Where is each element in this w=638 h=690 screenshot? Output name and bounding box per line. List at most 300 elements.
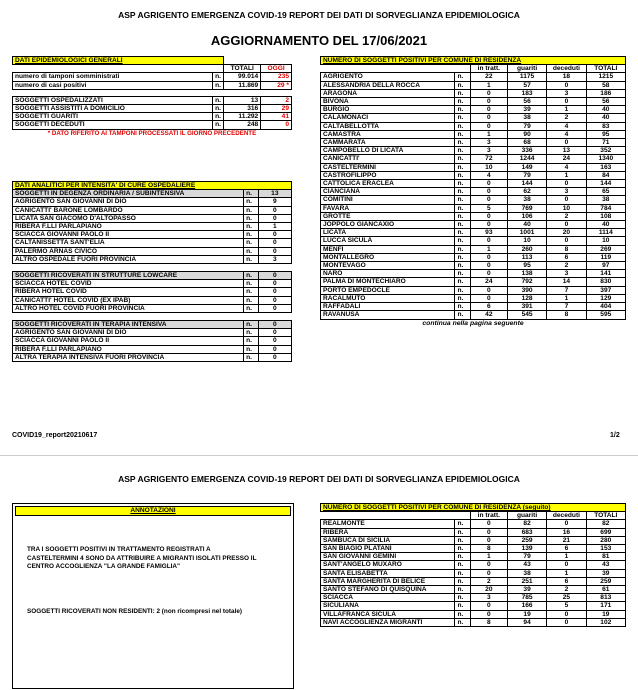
row-unit: n. (455, 594, 470, 602)
deceduti: 3 (547, 89, 586, 97)
row-unit: n. (455, 147, 470, 155)
in-tratt: 1 (470, 81, 507, 89)
totali: 108 (586, 212, 625, 220)
comune-name: REALMONTE (321, 520, 455, 528)
comune-row (321, 569, 626, 577)
comune-row (321, 147, 626, 155)
deceduti: 1 (547, 294, 586, 302)
deceduti: 13 (547, 147, 586, 155)
deceduti: 3 (547, 270, 586, 278)
deceduti: 2 (547, 114, 586, 122)
row-unit: n. (455, 106, 470, 114)
row-value: 0 (258, 321, 291, 329)
comune-name: CALAMONACI (321, 114, 455, 122)
in-tratt: 0 (470, 253, 507, 261)
row-unit: n. (455, 155, 470, 163)
comune-name: VILLAFRANCA SICULA (321, 610, 455, 618)
row-label: SCIACCA GIOVANNI PAOLO II (13, 231, 244, 239)
totali: 84 (586, 171, 625, 179)
comune-name: SAMBUCA DI SICILIA (321, 536, 455, 544)
deceduti: 0 (547, 98, 586, 106)
row-unit: n. (455, 286, 470, 294)
comune-row (321, 163, 626, 171)
totali: 102 (586, 618, 625, 626)
row-unit: n. (244, 280, 259, 288)
hospital-row (13, 353, 292, 361)
row-unit: n. (455, 536, 470, 544)
row-unit: n. (244, 321, 259, 329)
guariti: 391 (507, 303, 546, 311)
totali: 65 (586, 188, 625, 196)
comune-row (321, 270, 626, 278)
hospital-row (13, 214, 292, 222)
row-unit: n. (244, 304, 259, 312)
in-tratt: 0 (470, 122, 507, 130)
row-value: 0 (258, 280, 291, 288)
guariti: 545 (507, 311, 546, 319)
hospital-row (13, 337, 292, 345)
comune-row (321, 520, 626, 528)
in-tratt: 4 (470, 171, 507, 179)
row-label: numero di casi positivi (13, 81, 213, 89)
comune-row (321, 528, 626, 536)
in-tratt: 0 (470, 294, 507, 302)
comune-row (321, 139, 626, 147)
row-unit: n. (455, 130, 470, 138)
row-label: ALTRO OSPEDALE FUORI PROVINCIA (13, 255, 244, 263)
comune-name: RACALMUTO (321, 294, 455, 302)
totali: 1114 (586, 229, 625, 237)
guariti: 336 (507, 147, 546, 155)
deceduti: 2 (547, 586, 586, 594)
row-unit: n. (455, 122, 470, 130)
comune-row (321, 294, 626, 302)
comune-name: SCIACCA (321, 594, 455, 602)
deceduti: 0 (547, 81, 586, 89)
guariti: 57 (507, 81, 546, 89)
guariti: 259 (507, 536, 546, 544)
row-total: 99.014 (224, 73, 261, 81)
row-today: 235 (261, 73, 292, 81)
row-label: SOGGETTI RICOVERATI IN TERAPIA INTENSIVA (13, 321, 244, 329)
comune-name: RIBERA (321, 528, 455, 536)
guariti: 38 (507, 569, 546, 577)
row-today: 0 (261, 121, 292, 129)
in-tratt: 0 (470, 520, 507, 528)
in-tratt: 8 (470, 618, 507, 626)
deceduti: 0 (547, 520, 586, 528)
guariti: 113 (507, 253, 546, 261)
totali: 141 (586, 270, 625, 278)
guariti: 683 (507, 528, 546, 536)
comune-name: FAVARA (321, 204, 455, 212)
comune-row (321, 204, 626, 212)
totali: 58 (586, 81, 625, 89)
hospital-table (12, 181, 292, 362)
col-deceduti: deceduti (547, 65, 586, 73)
guariti: 138 (507, 270, 546, 278)
deceduti: 0 (547, 561, 586, 569)
comune-row (321, 610, 626, 618)
deceduti: 7 (547, 286, 586, 294)
row-total: 248 (224, 121, 261, 129)
totali: 153 (586, 545, 625, 553)
row-today: 29 * (261, 81, 292, 89)
row-value: 0 (258, 345, 291, 353)
row-unit: n. (455, 212, 470, 220)
general-data-table (12, 56, 292, 137)
deceduti: 0 (547, 139, 586, 147)
in-tratt: 0 (470, 188, 507, 196)
totali: 352 (586, 147, 625, 155)
row-unit: n. (455, 229, 470, 237)
comune-row (321, 553, 626, 561)
row-unit: n. (455, 73, 470, 81)
in-tratt: 8 (470, 545, 507, 553)
hospital-row (13, 280, 292, 288)
row-unit: n. (455, 262, 470, 270)
guariti: 144 (507, 180, 546, 188)
comune-row (321, 188, 626, 196)
comune-name: ARAGONA (321, 89, 455, 97)
totali: 71 (586, 139, 625, 147)
row-unit: n. (244, 296, 259, 304)
row-unit: n. (455, 577, 470, 585)
guariti: 38 (507, 114, 546, 122)
col-oggi: OGGI (261, 65, 292, 73)
totali: 61 (586, 586, 625, 594)
comune-name: RAFFADALI (321, 303, 455, 311)
row-unit: n. (244, 190, 259, 198)
comune-name: CANICATTI' (321, 155, 455, 163)
row-today: 29 (261, 105, 292, 113)
row-label: CANICATTI' HOTEL COVID (EX IPAB) (13, 296, 244, 304)
comune-row (321, 303, 626, 311)
guariti: 785 (507, 594, 546, 602)
row-label: SCIACCA GIOVANNI PAOLO II (13, 337, 244, 345)
guariti: 1175 (507, 73, 546, 81)
guariti: 251 (507, 577, 546, 585)
comune-name: LICATA (321, 229, 455, 237)
comuni-title: NUMERO DI SOGGETTI POSITIVI PER COMUNE DI RESIDENZA (321, 57, 626, 65)
in-tratt: 72 (470, 155, 507, 163)
totali: 1340 (586, 155, 625, 163)
guariti: 10 (507, 237, 546, 245)
comune-name: COMITINI (321, 196, 455, 204)
row-unit: n. (455, 569, 470, 577)
deceduti: 0 (547, 618, 586, 626)
in-tratt: 0 (470, 196, 507, 204)
deceduti: 0 (547, 221, 586, 229)
row-label: SOGGETTI OSPEDALIZZATI (13, 96, 213, 104)
row-value: 0 (258, 353, 291, 361)
totali: 280 (586, 536, 625, 544)
in-tratt: 3 (470, 147, 507, 155)
comune-row (321, 180, 626, 188)
comune-row (321, 221, 626, 229)
row-value: 1 (258, 223, 291, 231)
row-unit: n. (213, 113, 224, 121)
totali: 81 (586, 553, 625, 561)
general-row (13, 73, 292, 81)
deceduti: 3 (547, 188, 586, 196)
row-unit: n. (244, 239, 259, 247)
guariti: 43 (507, 561, 546, 569)
hospital-row (13, 223, 292, 231)
comune-name: SANT'ANGELO MUXARO (321, 561, 455, 569)
row-unit: n. (455, 586, 470, 594)
comune-row (321, 106, 626, 114)
in-tratt: 24 (470, 278, 507, 286)
deceduti: 6 (547, 577, 586, 585)
row-unit: n. (455, 245, 470, 253)
comune-name: PORTO EMPEDOCLE (321, 286, 455, 294)
in-tratt: 0 (470, 262, 507, 270)
col-guariti: guariti (507, 65, 546, 73)
row-value: 0 (258, 337, 291, 345)
comune-row (321, 618, 626, 626)
row-unit: n. (455, 303, 470, 311)
guariti: 149 (507, 163, 546, 171)
in-tratt: 0 (470, 180, 507, 188)
totali: 83 (586, 122, 625, 130)
row-unit: n. (455, 139, 470, 147)
deceduti: 2 (547, 262, 586, 270)
comune-name: ALESSANDRIA DELLA ROCCA (321, 81, 455, 89)
row-unit: n. (455, 311, 470, 319)
totali: 10 (586, 237, 625, 245)
in-tratt: 1 (470, 553, 507, 561)
totali: 43 (586, 561, 625, 569)
in-tratt: 0 (470, 528, 507, 536)
general-title: DATI EPIDEMIOLOGICI GENERALI (13, 57, 224, 65)
comune-name: MONTALLEGRO (321, 253, 455, 261)
in-tratt: 0 (470, 89, 507, 97)
row-unit: n. (455, 89, 470, 97)
deceduti: 8 (547, 311, 586, 319)
guariti: 1244 (507, 155, 546, 163)
hospital-row (13, 345, 292, 353)
totali: 259 (586, 577, 625, 585)
totali: 171 (586, 602, 625, 610)
totali: 163 (586, 163, 625, 171)
totali: 40 (586, 221, 625, 229)
deceduti: 5 (547, 602, 586, 610)
comuni2-title: NUMERO DI SOGGETTI POSITIVI PER COMUNE DI RESIDENZA (seguito) (321, 504, 626, 512)
totali: 595 (586, 311, 625, 319)
totali: 404 (586, 303, 625, 311)
deceduti: 16 (547, 528, 586, 536)
comune-row (321, 229, 626, 237)
comune-row (321, 130, 626, 138)
row-unit: n. (244, 198, 259, 206)
row-unit: n. (244, 345, 259, 353)
row-value: 0 (258, 231, 291, 239)
comune-row (321, 98, 626, 106)
hospital-row (13, 272, 292, 280)
row-value: 0 (258, 239, 291, 247)
continua-note: continua nella pagina seguente (422, 319, 524, 327)
comune-name: SANTO STEFANO DI QUISQUINA (321, 586, 455, 594)
row-label: SOGGETTI DECEDUTI (13, 121, 213, 129)
in-tratt: 0 (470, 602, 507, 610)
totali: 269 (586, 245, 625, 253)
row-total: 11.292 (224, 113, 261, 121)
comune-row (321, 545, 626, 553)
in-tratt: 93 (470, 229, 507, 237)
row-unit: n. (244, 214, 259, 222)
deceduti: 10 (547, 204, 586, 212)
comune-name: CAMASTRA (321, 130, 455, 138)
hospital-row (13, 255, 292, 263)
row-value: 9 (258, 198, 291, 206)
totali: 397 (586, 286, 625, 294)
totali: 784 (586, 204, 625, 212)
row-unit: n. (244, 255, 259, 263)
guariti: 79 (507, 171, 546, 179)
in-tratt: 3 (470, 139, 507, 147)
comune-row (321, 171, 626, 179)
update-title: AGGIORNAMENTO DEL 17/06/2021 (210, 33, 428, 48)
row-value: 13 (258, 190, 291, 198)
deceduti: 2 (547, 212, 586, 220)
row-label: SOGGETTI ASSISTITI A DOMICILIO (13, 105, 213, 113)
col-guariti: guariti (507, 512, 546, 520)
row-unit: n. (244, 288, 259, 296)
col-in-tratt: in tratt. (470, 65, 507, 73)
totali: 813 (586, 594, 625, 602)
annotation-migranti: TRA I SOGGETTI POSITIVI IN TRATTAMENTO REGISTRATI A CASTELTERMINI 4 SONO DA ATTRIBUIRE A MIGRANTI ISOLATI PRESSO IL CENTRO ACCOGLIENZA "LA GRANDE FAMIGLIA" (27, 546, 257, 571)
row-unit: n. (213, 96, 224, 104)
annotations-box (12, 503, 294, 689)
comune-row (321, 155, 626, 163)
in-tratt: 0 (470, 610, 507, 618)
comune-row (321, 536, 626, 544)
guariti: 1001 (507, 229, 546, 237)
in-tratt: 0 (470, 561, 507, 569)
row-unit: n. (213, 121, 224, 129)
in-tratt: 5 (470, 204, 507, 212)
in-tratt: 6 (470, 303, 507, 311)
comuni-table-2 (320, 503, 626, 627)
totali: 186 (586, 89, 625, 97)
hospital-row (13, 190, 292, 198)
deceduti: 21 (547, 536, 586, 544)
in-tratt: 0 (470, 536, 507, 544)
row-unit: n. (455, 618, 470, 626)
comune-row (321, 122, 626, 130)
deceduti: 1 (547, 106, 586, 114)
row-label: LICATA SAN GIACOMO D'ALTOPASSO (13, 214, 244, 222)
comune-name: CIANCIANA (321, 188, 455, 196)
comune-name: AGRIGENTO (321, 73, 455, 81)
guariti: 19 (507, 610, 546, 618)
comune-name: CALTABELLOTTA (321, 122, 455, 130)
in-tratt: 0 (470, 237, 507, 245)
row-label: CANICATTI' BARONE LOMBARDO (13, 206, 244, 214)
row-value: 0 (258, 304, 291, 312)
in-tratt: 1 (470, 245, 507, 253)
row-unit: n. (455, 221, 470, 229)
comune-name: LUCCA SICULA (321, 237, 455, 245)
row-label: RIBERA F.LLI PARLAPIANO (13, 223, 244, 231)
row-label: ALTRO HOTEL COVID FUORI PROVINCIA (13, 304, 244, 312)
hospital-row (13, 288, 292, 296)
in-tratt: 0 (470, 114, 507, 122)
guariti: 106 (507, 212, 546, 220)
row-value: 0 (258, 214, 291, 222)
row-unit: n. (244, 329, 259, 337)
row-unit: n. (455, 114, 470, 122)
row-label: SOGGETTI IN DEGENZA ORDINARIA / SUBINTENSIVA (13, 190, 244, 198)
comune-name: NAVI ACCOGLIENZA MIGRANTI (321, 618, 455, 626)
comune-row (321, 262, 626, 270)
row-unit: n. (455, 294, 470, 302)
comune-name: SICULIANA (321, 602, 455, 610)
comune-name: SANTA MARGHERITA DI BELICE (321, 577, 455, 585)
row-label: AGRIGENTO SAN GIOVANNI DI DIO (13, 329, 244, 337)
deceduti: 24 (547, 155, 586, 163)
comune-name: NARO (321, 270, 455, 278)
in-tratt: 0 (470, 221, 507, 229)
guariti: 390 (507, 286, 546, 294)
annotations-title: ANNOTAZIONI (15, 506, 291, 516)
guariti: 79 (507, 553, 546, 561)
comune-row (321, 602, 626, 610)
general-row (13, 113, 292, 121)
col-in-tratt: in tratt. (470, 512, 507, 520)
totali: 144 (586, 180, 625, 188)
col-deceduti: deceduti (547, 512, 586, 520)
row-label: SOGGETTI RICOVERATI IN STRUTTURE LOWCARE (13, 272, 244, 280)
comune-name: SAN GIOVANNI GEMINI (321, 553, 455, 561)
hospital-row (13, 206, 292, 214)
row-label: ALTRA TERAPIA INTENSIVA FUORI PROVINCIA (13, 353, 244, 361)
comune-name: CAMPOBELLO DI LICATA (321, 147, 455, 155)
guariti: 38 (507, 196, 546, 204)
deceduti: 8 (547, 245, 586, 253)
deceduti: 6 (547, 253, 586, 261)
row-label: RIBERA HOTEL COVID (13, 288, 244, 296)
row-unit: n. (455, 188, 470, 196)
guariti: 68 (507, 139, 546, 147)
row-label: RIBERA F.LLI PARLAPIANO (13, 345, 244, 353)
row-unit: n. (244, 353, 259, 361)
row-label: numero di tamponi somministrati (13, 73, 213, 81)
deceduti: 0 (547, 196, 586, 204)
general-row (13, 96, 292, 104)
row-unit: n. (455, 278, 470, 286)
in-tratt: 10 (470, 163, 507, 171)
row-unit: n. (455, 520, 470, 528)
row-unit: n. (455, 561, 470, 569)
row-label: AGRIGENTO SAN GIOVANNI DI DIO (13, 198, 244, 206)
in-tratt: 0 (470, 98, 507, 106)
deceduti: 0 (547, 180, 586, 188)
row-unit: n. (455, 98, 470, 106)
guariti: 90 (507, 130, 546, 138)
row-value: 0 (258, 247, 291, 255)
col-totali: TOTALI (586, 512, 625, 520)
deceduti: 4 (547, 163, 586, 171)
totali: 40 (586, 114, 625, 122)
in-tratt: 1 (470, 130, 507, 138)
row-unit: n. (455, 180, 470, 188)
page-separator (0, 455, 638, 456)
row-unit: n. (455, 270, 470, 278)
comune-name: BIVONA (321, 98, 455, 106)
general-row (13, 81, 292, 89)
